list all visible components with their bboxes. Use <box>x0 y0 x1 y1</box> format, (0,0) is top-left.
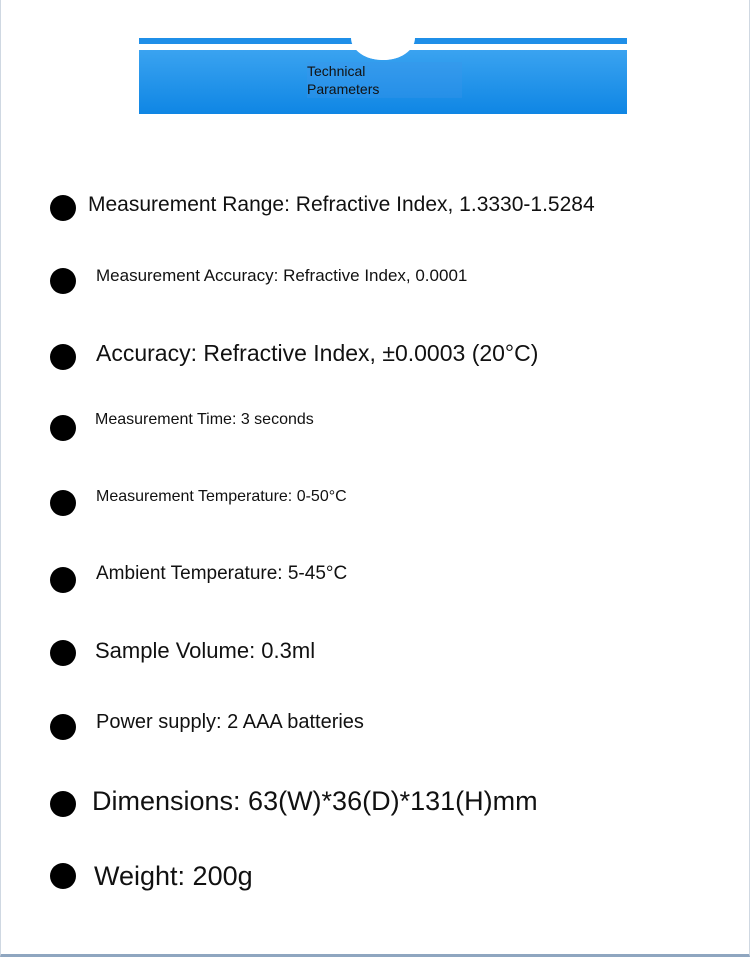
spec-item-power-supply <box>50 711 730 741</box>
spec-text: Weight: 200g <box>94 861 253 891</box>
bullet-icon <box>50 567 76 593</box>
spec-item-measurement-accuracy <box>50 266 730 296</box>
bullet-icon <box>50 490 76 516</box>
spec-item-measurement-time <box>50 411 730 441</box>
header-title-line1: Technical <box>307 63 366 79</box>
bullet-icon <box>50 344 76 370</box>
spec-item-ambient-temperature <box>50 563 730 593</box>
bullet-icon <box>50 714 76 740</box>
spec-item-measurement-range <box>50 193 730 223</box>
spec-text: Measurement Accuracy: Refractive Index, 0.0001 <box>96 266 468 285</box>
bullet-icon <box>50 863 76 889</box>
spec-text: Sample Volume: 0.3ml <box>95 638 316 663</box>
spec-text: Measurement Range: Refractive Index, 1.3330-1.5284 <box>88 193 595 216</box>
spec-text: Dimensions: 63(W)*36(D)*131(H)mm <box>92 786 538 816</box>
bullet-icon <box>50 640 76 666</box>
bullet-icon <box>50 195 76 221</box>
spec-text: Accuracy: Refractive Index, ±0.0003 (20°C) <box>96 340 539 366</box>
spec-text: Measurement Temperature: 0-50°C <box>96 488 347 505</box>
spec-text: Power supply: 2 AAA batteries <box>96 711 364 733</box>
bullet-icon <box>50 415 76 441</box>
header-title-line2: Parameters <box>307 81 380 97</box>
spec-item-dimensions <box>50 786 730 822</box>
spec-item-sample-volume <box>50 638 730 668</box>
spec-item-weight <box>50 861 730 897</box>
spec-item-measurement-temperature <box>50 488 730 518</box>
bullet-icon <box>50 268 76 294</box>
bullet-icon <box>50 791 76 817</box>
spec-item-accuracy <box>50 340 730 370</box>
spec-text: Measurement Time: 3 seconds <box>95 411 314 428</box>
spec-text: Ambient Temperature: 5-45°C <box>96 563 348 584</box>
